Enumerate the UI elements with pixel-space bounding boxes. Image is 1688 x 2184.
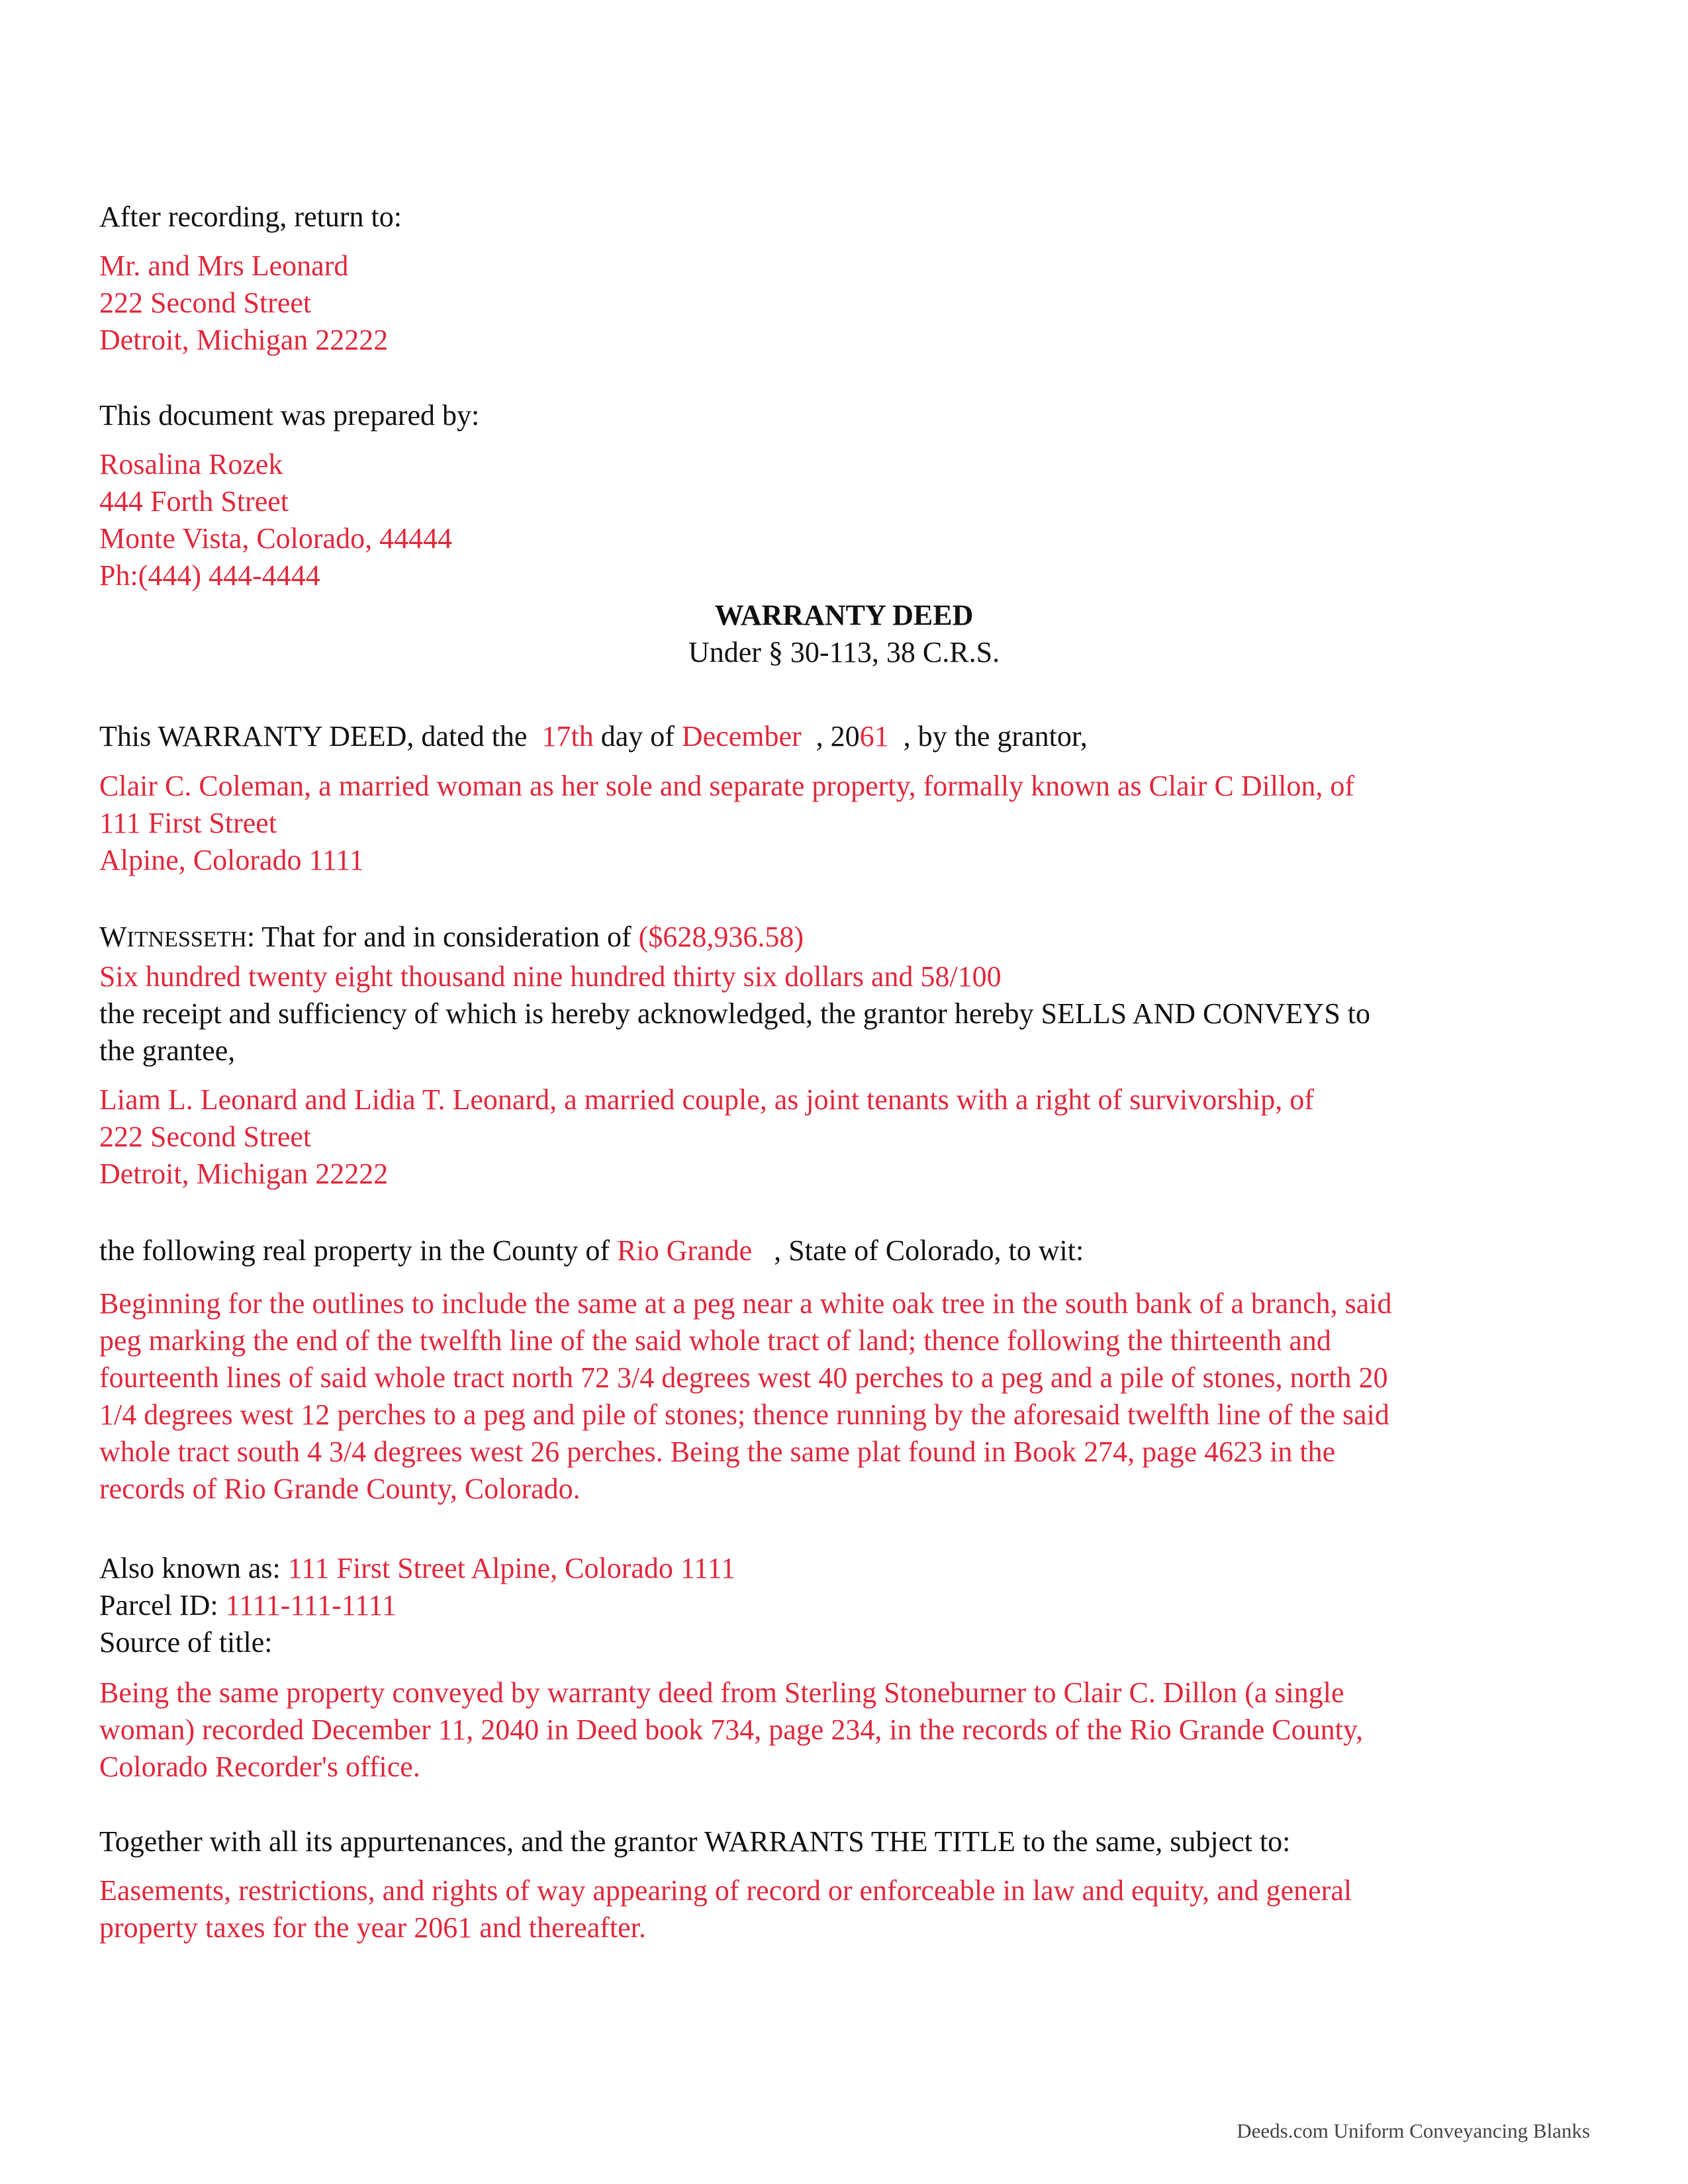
prepared-by-phone: Ph:(444) 444-4444 xyxy=(99,559,320,592)
source-line: Being the same property conveyed by warranty deed from Sterling Stoneburner to Clair C. Dillon (a single xyxy=(99,1676,1344,1709)
prepared-by-address xyxy=(99,446,1589,594)
return-to-address xyxy=(99,248,1589,359)
property-county: Rio Grande xyxy=(617,1234,753,1267)
receipt-block xyxy=(99,995,1589,1069)
title-subheading: Under § 30-113, 38 C.R.S. xyxy=(688,636,1000,668)
receipt-line-1: the receipt and sufficiency of which is hereby acknowledged, the grantor hereby SELLS AND CONVEYS to xyxy=(99,997,1371,1030)
witnesseth-line xyxy=(99,919,1589,958)
legal-line: peg marking the end of the twelfth line of the said whole tract of land; thence following the thirteenth and xyxy=(99,1324,1331,1357)
consideration-words: Six hundred twenty eight thousand nine hundred thirty six dollars and 58/100 xyxy=(99,960,1002,993)
encumbrance-line: Easements, restrictions, and rights of way appearing of record or enforceable in law and equity, and general xyxy=(99,1874,1352,1907)
dated-line xyxy=(99,718,1589,755)
grantor-city: Alpine, Colorado 1111 xyxy=(99,844,364,876)
footer-credit: Deeds.com Uniform Conveyancing Blanks xyxy=(1237,2119,1590,2142)
source-of-title xyxy=(99,1674,1589,1786)
witnesseth-rest: ITNESSETH xyxy=(126,927,247,952)
receipt-line-2: the grantee, xyxy=(99,1034,236,1067)
property-suffix: , State of Colorado, to wit: xyxy=(774,1234,1084,1267)
legal-line: Beginning for the outlines to include the same at a peg near a white oak tree in the south bank of a branch, said xyxy=(99,1287,1392,1320)
consideration-amount: ($628,936.58) xyxy=(638,921,804,953)
together-block xyxy=(99,1823,1589,1860)
source-line: Colorado Recorder's office. xyxy=(99,1751,420,1783)
legal-description xyxy=(99,1285,1589,1508)
return-to-label: After recording, return to: xyxy=(99,201,402,233)
source-line: woman) recorded December 11, 2040 in Deed book 734, page 234, in the records of the Rio Grande County, xyxy=(99,1713,1363,1746)
property-prefix: the following real property in the County of xyxy=(99,1234,610,1267)
grantee-street: 222 Second Street xyxy=(99,1120,312,1153)
dated-month: December xyxy=(681,720,802,752)
aka-value: 111 First Street Alpine, Colorado 1111 xyxy=(287,1552,736,1584)
prepared-by-street: 444 Forth Street xyxy=(99,485,289,518)
encumbrance-line: property taxes for the year 2061 and thereafter. xyxy=(99,1911,646,1944)
together-text: Together with all its appurtenances, and the grantor WARRANTS THE TITLE to the same, subject to: xyxy=(99,1825,1291,1858)
return-to-street: 222 Second Street xyxy=(99,287,312,319)
dated-suffix: , by the grantor, xyxy=(903,720,1088,752)
legal-line: fourteenth lines of said whole tract north 72 3/4 degrees west 40 perches to a peg and a pile of stones, north 20 xyxy=(99,1361,1388,1394)
grantee-name: Liam L. Leonard and Lidia T. Leonard, a married couple, as joint tenants with a right of survivorship, of xyxy=(99,1083,1314,1116)
parcel-label: Parcel ID: xyxy=(99,1589,218,1621)
prepared-by-city: Monte Vista, Colorado, 44444 xyxy=(99,522,453,555)
aka-label: Also known as: xyxy=(99,1552,281,1584)
amount-words-block xyxy=(99,958,1589,995)
grantee-block xyxy=(99,1081,1589,1193)
parcel-value: 1111-111-1111 xyxy=(225,1589,397,1621)
dated-year-prefix: , 20 xyxy=(816,720,860,752)
aka-block xyxy=(99,1550,1589,1661)
prepared-by-name: Rosalina Rozek xyxy=(99,448,283,480)
return-to-name: Mr. and Mrs Leonard xyxy=(99,250,349,282)
witnesseth-text: : That for and in consideration of xyxy=(246,921,632,953)
grantor-block xyxy=(99,768,1589,879)
dated-year-suffix: 61 xyxy=(859,720,889,752)
dated-day: 17th xyxy=(541,720,594,752)
dated-prefix: This WARRANTY DEED, dated the xyxy=(99,720,528,752)
grantee-city: Detroit, Michigan 22222 xyxy=(99,1158,389,1190)
source-label: Source of title: xyxy=(99,1626,273,1659)
title-heading: WARRANTY DEED xyxy=(714,599,974,631)
prepared-by-label: This document was prepared by: xyxy=(99,399,480,432)
legal-line: whole tract south 4 3/4 degrees west 26 perches. Being the same plat found in Book 274, page 4623 in the xyxy=(99,1435,1336,1468)
return-to-city: Detroit, Michigan 22222 xyxy=(99,324,389,356)
grantor-name: Clair C. Coleman, a married woman as her sole and separate property, formally known as Clair C Dillon, of xyxy=(99,770,1354,802)
prepared-by-block xyxy=(99,397,1589,434)
grantor-street: 111 First Street xyxy=(99,807,277,839)
dated-day-of: day of xyxy=(600,720,675,752)
witnesseth-w: W xyxy=(99,921,127,953)
return-to-block xyxy=(99,199,1589,236)
legal-line: records of Rio Grande County, Colorado. xyxy=(99,1473,581,1505)
legal-line: 1/4 degrees west 12 perches to a peg and pile of stones; thence running by the aforesaid twelfth line of the said xyxy=(99,1398,1389,1431)
document-title xyxy=(99,597,1589,671)
property-line xyxy=(99,1232,1589,1269)
encumbrances xyxy=(99,1872,1589,1946)
